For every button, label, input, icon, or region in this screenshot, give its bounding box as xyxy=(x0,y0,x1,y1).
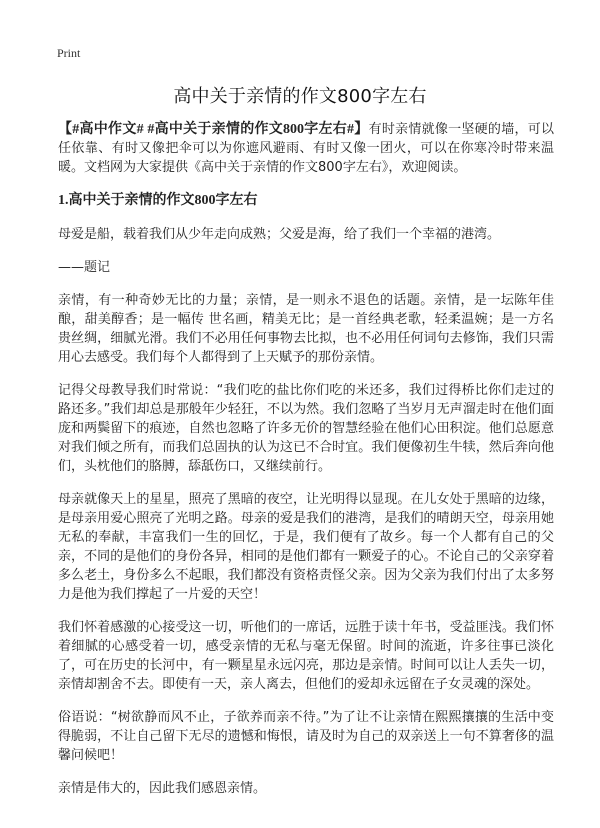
paragraph-epigraph-attribution: ——题记 xyxy=(58,260,111,275)
intro-tag: 【#高中作文# #高中关于亲情的作文800字左右#】 xyxy=(58,122,369,137)
paragraph: 俗语说：“树欲静而风不止，子欲养而亲不待。”为了让不让亲情在熙熙攘攘的生活中变得脆弱，不让自己留下无尽的遗憾和悔恨，请及时为自己的双亲送上一句不算奢侈的温馨问候吧！ xyxy=(58,710,554,763)
section-title: 1.高中关于亲情的作文800字左右 xyxy=(58,193,258,208)
intro-text: 有时亲情就像一坚硬的墙，可以任依靠、有时又像把伞可以为你遮风避雨、有时又像一团火，可以在你寒冷时带来温暖。文档网为大家提供《高中关于亲情的作文800字左右》，欢迎阅读。 xyxy=(58,122,554,175)
article-body xyxy=(58,120,554,812)
paragraph: 亲情，有一种奇妙无比的力量；亲情，是一则永不退色的话题。亲情，是一坛陈年佳酿，甜美醇香；是一幅传 世名画，精美无比；是一首经典老歌，轻柔温婉；是一方名贵丝绸，细腻光滑。我们不必用任何事物去比拟，也不必用任何词句去修饰，我们只需用心去感受。我们每个人都得到了上天赋予的那份亲情。 xyxy=(58,293,554,365)
intro-paragraph xyxy=(58,120,554,177)
paragraph-closing: 亲情是伟大的，因此我们感恩亲情。 xyxy=(58,781,267,796)
paragraph: 记得父母教导我们时常说：“我们吃的盐比你们吃的米还多，我们过得桥比你们走过的路还多。”我们却总是那般年少轻狂，不以为然。我们忽略了当岁月无声溜走时在他们面庞和两鬓留下的痕迹，自然也忽略了许多无价的智慧经验在他们心田积淀。他们总愿意对我们倾之所有，而我们总固执的认为这已不合时宜。我们便像初生牛犊，然后奔向他们，头枕他们的胳膊，舔舐伤口，又继续前行。 xyxy=(58,383,554,474)
page-title: 高中关于亲情的作文800字左右 xyxy=(173,86,427,107)
print-label[interactable]: Print xyxy=(57,46,81,60)
paragraph-epigraph: 母爱是船，载着我们从少年走向成熟；父爱是海，给了我们一个幸福的港湾。 xyxy=(58,227,501,242)
paragraph: 我们怀着感激的心接受这一切，听他们的一席话，远胜于读十年书，受益匪浅。我们怀着细腻的心感受着一切，感受亲情的无私与毫无保留。时间的流逝，许多往事已淡化了，可在历史的长河中，有一颗星星永远闪亮，那边是亲情。时间可以让人丢失一切，亲情却割舍不去。即使有一天，亲人离去，但他们的爱却永远留在子女灵魂的深处。 xyxy=(58,620,554,692)
paragraph: 母亲就像天上的星星，照亮了黑暗的夜空，让光明得以显现。在儿女处于黑暗的边缘，是母亲用爱心照亮了光明之路。母亲的爱是我们的港湾，是我们的晴朗天空，母亲用她无私的奉献，丰富我们一生的回忆，于是，我们便有了故乡。每一个人都有自己的父亲，不同的是他们的身份各异，相同的是他们都有一颗爱子的心。不论自己的父亲穿着多么老土，身份多么不起眼，我们都没有资格责怪父亲。因为父亲为我们付出了太多努力是他为我们撑起了一片爱的天空！ xyxy=(58,492,554,602)
